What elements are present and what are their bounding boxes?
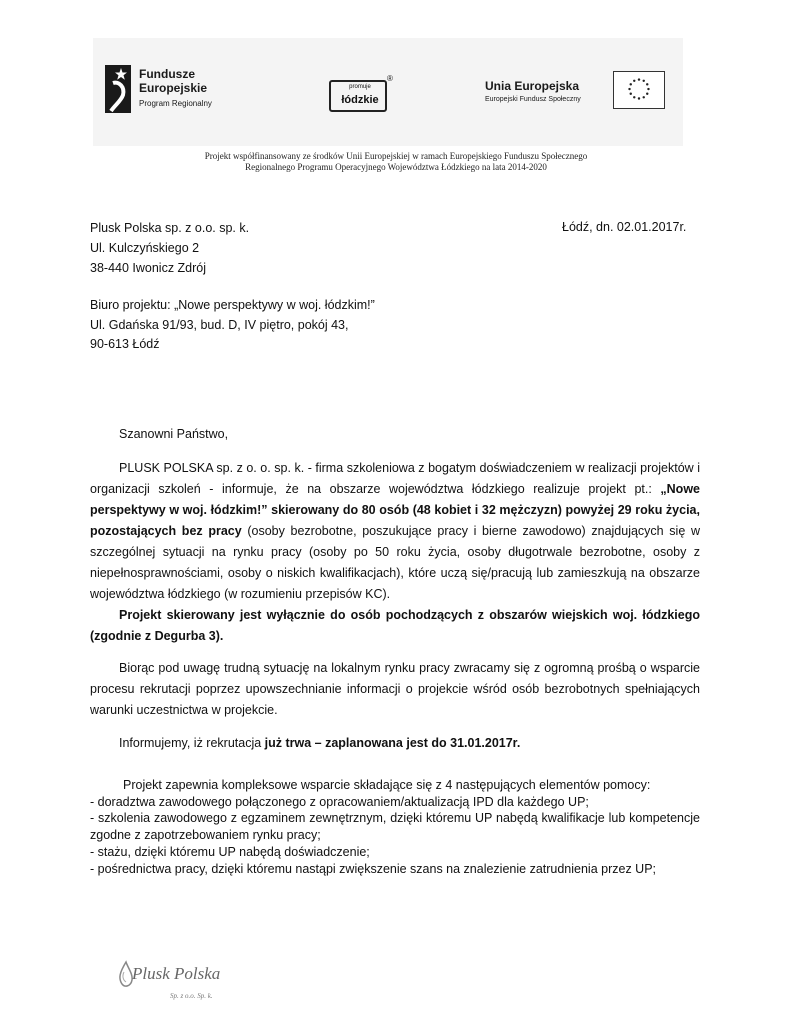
- paragraph-recruitment: [90, 733, 700, 754]
- paragraph-target: [90, 605, 700, 647]
- office-city: 90-613 Łódź: [90, 337, 160, 351]
- star-figure-icon: [105, 65, 131, 113]
- para1-b: „Nowe perspektywy w woj. łódzkim!” skierowany do 80 osób (48 kobiet i 32 mężczyzn) powyżej 29 roku życia, pozostających bez pracy: [90, 482, 700, 538]
- fe-line3: Program Regionalny: [139, 99, 212, 108]
- support-item: - stażu, dzięki któremu UP nabędą doświadczenie;: [90, 844, 370, 859]
- support-item: - pośrednictwa pracy, dzięki któremu nastąpi zwiększenie szans na znalezienie zatrudnienia przez UP;: [90, 861, 657, 876]
- support-lead: Projekt zapewnia kompleksowe wsparcie składające się z 4 następujących elementów pomocy:: [123, 778, 651, 792]
- support-item: - szkolenia zawodowego z egzaminem zewnętrznym, dzięki któremu UP nabędą kwalifikacje lub kompetencje zgodne z zapotrzebowaniem rynku pracy;: [90, 811, 700, 843]
- fe-line1: Fundusze: [139, 67, 195, 81]
- unia-europejska-logo: [485, 79, 581, 107]
- paragraph-request: Biorąc pod uwagę trudną sytuację na lokalnym rynku pracy zwracamy się z ogromną prośbą o wsparcie procesu rekrutacji poprzez upowszechnianie informacji o projekcie wśród osób bezrobotnych spełniających warunki uczestnictwa w projekcie.: [90, 661, 700, 717]
- ue-subtitle: Europejski Fundusz Społeczny: [485, 96, 581, 103]
- cofinancing-note: [80, 151, 712, 173]
- fundusze-europejskie-logo: [105, 65, 235, 115]
- eu-flag-icon: [613, 71, 665, 109]
- ue-title: Unia Europejska: [485, 79, 580, 93]
- office-street: Ul. Gdańska 91/93, bud. D, IV piętro, pokój 43,: [90, 318, 349, 332]
- office-address: [90, 297, 375, 352]
- salutation: Szanowni Państwo,: [119, 427, 229, 441]
- cofinancing-line1: Projekt współfinansowany ze środków Unii Europejskiej w ramach Europejskiego Funduszu Społecznego: [204, 151, 588, 161]
- sender-city: 38-440 Iwonicz Zdrój: [90, 261, 207, 275]
- sender-street: Ul. Kulczyńskiego 2: [90, 241, 200, 255]
- company-signature-logo: [110, 958, 230, 1008]
- lodz-small-text: promuje: [349, 84, 371, 90]
- para2-text: Projekt skierowany jest wyłącznie do osób pochodzących z obszarów wiejskich woj. łódzkiego (zgodnie z Degurba 3).: [90, 608, 700, 643]
- cofinancing-line2: Regionalnego Programu Operacyjnego Województwa Łódzkiego na lata 2014-2020: [245, 162, 547, 172]
- fe-line2: Europejskie: [139, 81, 208, 95]
- paragraph-intro: [90, 458, 700, 605]
- signature-sub: Sp. z o.o. Sp. k.: [170, 992, 213, 1000]
- para1-a: PLUSK POLSKA sp. z o. o. sp. k. - firma szkoleniowa z bogatym doświadczeniem w realizacji projektów i organizacji szkoleń - informuje, że na obszarze województwa łódzkiego realizuje projekt pt.:: [90, 461, 700, 496]
- sender-address: [90, 220, 249, 276]
- para4-a: Informujemy, iż rekrutacja: [119, 736, 265, 750]
- promuje-lodzkie-logo: [329, 74, 397, 114]
- lodz-logo-frame: [329, 80, 387, 112]
- sender-name: Plusk Polska sp. z o.o. sp. k.: [90, 221, 250, 235]
- registered-mark: ®: [387, 74, 393, 83]
- letter-date: Łódź, dn. 02.01.2017r.: [562, 220, 687, 234]
- para4-b: już trwa – zaplanowana jest do 31.01.2017r.: [264, 736, 521, 750]
- support-item: - doradztwa zawodowego połączonego z opracowaniem/aktualizacją IPD dla każdego UP;: [90, 794, 589, 809]
- para1-c: (osoby bezrobotne, poszukujące pracy i bierne zawodowo) znajdujących się w szczególnej sytuacji na rynku pracy (osoby po 50 roku życia, osoby długotrwale bezrobotne, osoby z niepełnosprawnościami, osoby o niskich kwalifikacjach), które uczą się/pracują lub zamieszkują na obszarze województwa łódzkiego (w rozumieniu przepisów KC).: [90, 524, 700, 601]
- support-list: [90, 777, 700, 877]
- office-title: Biuro projektu: „Nowe perspektywy w woj. łódzkim!”: [90, 298, 375, 312]
- lodz-big-text: łódzkie: [341, 94, 379, 106]
- logo-bar: [93, 38, 683, 146]
- signature-name: Plusk Polska: [132, 964, 221, 983]
